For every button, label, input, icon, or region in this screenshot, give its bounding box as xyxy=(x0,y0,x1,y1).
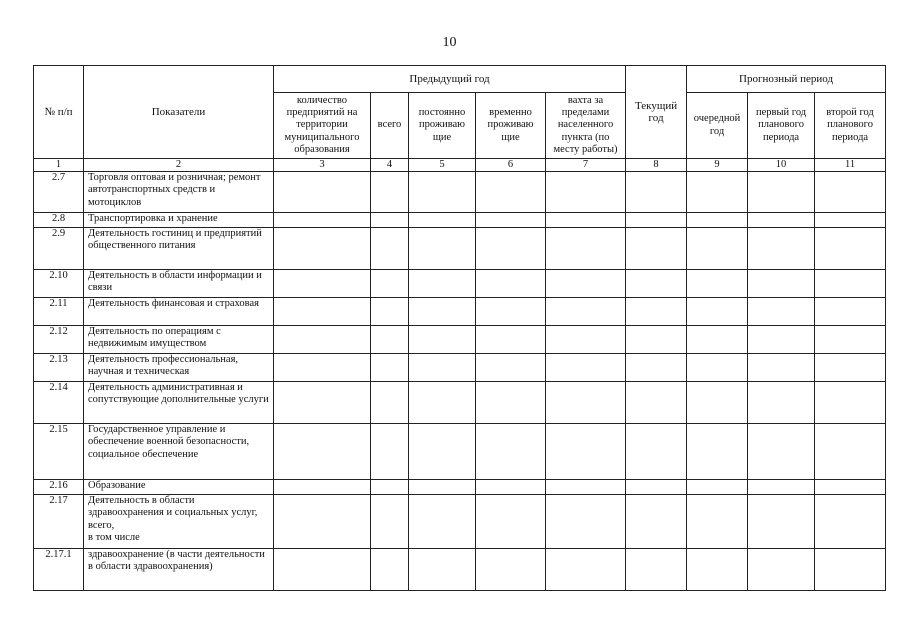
data-cell[interactable] xyxy=(687,549,748,591)
data-cell[interactable] xyxy=(815,480,886,495)
row-number: 2.11 xyxy=(34,298,84,326)
row-number: 2.17.1 xyxy=(34,549,84,591)
row-number: 2.17 xyxy=(34,495,84,549)
data-cell[interactable] xyxy=(371,382,409,424)
column-number: 1 xyxy=(34,159,84,172)
row-number: 2.15 xyxy=(34,424,84,480)
header-plan-year-1: первый год планового периода xyxy=(748,93,815,159)
data-cell[interactable] xyxy=(409,172,476,213)
column-number: 10 xyxy=(748,159,815,172)
data-cell[interactable] xyxy=(687,326,748,354)
data-cell[interactable] xyxy=(687,298,748,326)
header-plan-year-2: второй год планового периода xyxy=(815,93,886,159)
data-cell[interactable] xyxy=(274,213,371,228)
data-cell[interactable] xyxy=(748,326,815,354)
data-cell[interactable] xyxy=(409,298,476,326)
column-number: 11 xyxy=(815,159,886,172)
data-cell[interactable] xyxy=(274,480,371,495)
table-row xyxy=(34,213,886,228)
table-row xyxy=(34,549,886,591)
table-row xyxy=(34,270,886,298)
data-cell[interactable] xyxy=(687,270,748,298)
table-row xyxy=(34,172,886,213)
data-cell[interactable] xyxy=(546,172,626,213)
data-cell[interactable] xyxy=(815,213,886,228)
header-enterprises-count: количество предприятий на территории муниципального образования xyxy=(274,93,371,159)
data-cell[interactable] xyxy=(371,213,409,228)
row-label: Торговля оптовая и розничная; ремонт автотранспортных средств и мотоциклов xyxy=(84,172,274,213)
column-number: 6 xyxy=(476,159,546,172)
data-cell[interactable] xyxy=(748,382,815,424)
data-cell[interactable] xyxy=(748,298,815,326)
table-row xyxy=(34,298,886,326)
data-cell[interactable] xyxy=(815,495,886,549)
data-cell[interactable] xyxy=(409,354,476,382)
data-cell[interactable] xyxy=(546,298,626,326)
row-label: Деятельность финансовая и страховая xyxy=(84,298,274,326)
data-cell[interactable] xyxy=(626,495,687,549)
table-row xyxy=(34,424,886,480)
data-cell[interactable] xyxy=(274,495,371,549)
header-num: № п/п xyxy=(34,66,84,159)
data-cell[interactable] xyxy=(626,270,687,298)
data-cell[interactable] xyxy=(815,382,886,424)
data-cell[interactable] xyxy=(815,424,886,480)
data-cell[interactable] xyxy=(626,424,687,480)
row-label: Деятельность в области информации и связи xyxy=(84,270,274,298)
data-cell[interactable] xyxy=(274,326,371,354)
data-cell[interactable] xyxy=(815,298,886,326)
data-cell[interactable] xyxy=(476,495,546,549)
row-label: Государственное управление и обеспечение военной безопасности, социальное обеспечение xyxy=(84,424,274,480)
data-cell[interactable] xyxy=(687,424,748,480)
data-cell[interactable] xyxy=(274,382,371,424)
indicators-table xyxy=(33,65,886,591)
header-next-year: очередной год xyxy=(687,93,748,159)
data-cell[interactable] xyxy=(748,213,815,228)
data-cell[interactable] xyxy=(274,424,371,480)
table-row xyxy=(34,382,886,424)
data-cell[interactable] xyxy=(626,549,687,591)
data-cell[interactable] xyxy=(409,424,476,480)
data-cell[interactable] xyxy=(546,354,626,382)
column-numbers-row xyxy=(34,159,886,172)
data-cell[interactable] xyxy=(546,495,626,549)
column-number: 4 xyxy=(371,159,409,172)
data-cell[interactable] xyxy=(409,213,476,228)
data-cell[interactable] xyxy=(546,480,626,495)
row-label: Образование xyxy=(84,480,274,495)
header-permanent: постоянно проживаю щие xyxy=(409,93,476,159)
data-cell[interactable] xyxy=(748,354,815,382)
data-cell[interactable] xyxy=(476,354,546,382)
row-number: 2.9 xyxy=(34,228,84,270)
data-cell[interactable] xyxy=(371,270,409,298)
row-number: 2.12 xyxy=(34,326,84,354)
data-cell[interactable] xyxy=(476,270,546,298)
data-cell[interactable] xyxy=(626,172,687,213)
data-cell[interactable] xyxy=(626,298,687,326)
data-cell[interactable] xyxy=(815,228,886,270)
column-number: 9 xyxy=(687,159,748,172)
column-number: 8 xyxy=(626,159,687,172)
data-cell[interactable] xyxy=(274,549,371,591)
data-cell[interactable] xyxy=(815,172,886,213)
data-cell[interactable] xyxy=(409,549,476,591)
data-cell[interactable] xyxy=(748,549,815,591)
data-cell[interactable] xyxy=(626,354,687,382)
data-cell[interactable] xyxy=(748,480,815,495)
table-body xyxy=(34,172,886,591)
table-row xyxy=(34,354,886,382)
row-number: 2.16 xyxy=(34,480,84,495)
data-cell[interactable] xyxy=(815,270,886,298)
column-number: 5 xyxy=(409,159,476,172)
data-cell[interactable] xyxy=(274,270,371,298)
data-cell[interactable] xyxy=(476,382,546,424)
data-cell[interactable] xyxy=(476,213,546,228)
data-cell[interactable] xyxy=(371,354,409,382)
data-cell[interactable] xyxy=(546,382,626,424)
table-row xyxy=(34,228,886,270)
row-number: 2.7 xyxy=(34,172,84,213)
data-cell[interactable] xyxy=(546,326,626,354)
data-cell[interactable] xyxy=(626,480,687,495)
column-number: 2 xyxy=(84,159,274,172)
data-cell[interactable] xyxy=(476,549,546,591)
data-cell[interactable] xyxy=(626,382,687,424)
table-row xyxy=(34,495,886,549)
page-number: 10 xyxy=(442,35,457,50)
data-cell[interactable] xyxy=(274,172,371,213)
data-cell[interactable] xyxy=(687,495,748,549)
data-cell[interactable] xyxy=(815,354,886,382)
data-cell[interactable] xyxy=(476,480,546,495)
data-cell[interactable] xyxy=(546,228,626,270)
row-number: 2.14 xyxy=(34,382,84,424)
data-cell[interactable] xyxy=(815,326,886,354)
row-label: Деятельность административная и сопутствующие дополнительные услуги xyxy=(84,382,274,424)
data-cell[interactable] xyxy=(687,480,748,495)
table-row xyxy=(34,480,886,495)
data-cell[interactable] xyxy=(626,228,687,270)
data-cell[interactable] xyxy=(748,172,815,213)
header-shift-work: вахта за пределами населенного пункта (по месту работы) xyxy=(546,93,626,159)
data-cell[interactable] xyxy=(748,270,815,298)
data-cell[interactable] xyxy=(409,228,476,270)
data-cell[interactable] xyxy=(815,549,886,591)
data-cell[interactable] xyxy=(371,298,409,326)
data-cell[interactable] xyxy=(748,495,815,549)
data-cell[interactable] xyxy=(371,549,409,591)
data-cell[interactable] xyxy=(748,424,815,480)
data-cell[interactable] xyxy=(687,172,748,213)
row-number: 2.10 xyxy=(34,270,84,298)
data-cell[interactable] xyxy=(409,495,476,549)
data-cell[interactable] xyxy=(546,549,626,591)
data-cell[interactable] xyxy=(371,424,409,480)
table-row xyxy=(34,326,886,354)
data-cell[interactable] xyxy=(371,495,409,549)
data-cell[interactable] xyxy=(476,326,546,354)
data-cell[interactable] xyxy=(274,354,371,382)
header-temporary: временно проживаю щие xyxy=(476,93,546,159)
data-cell[interactable] xyxy=(476,228,546,270)
data-cell[interactable] xyxy=(409,382,476,424)
header-total: всего xyxy=(371,93,409,159)
data-cell[interactable] xyxy=(371,172,409,213)
data-cell[interactable] xyxy=(546,424,626,480)
row-label: здравоохранение (в части деятельности в области здравоохранения) xyxy=(84,549,274,591)
header-prev-year: Предыдущий год xyxy=(274,66,626,93)
row-label: Деятельность в области здравоохранения и социальных услуг, всего, в том числе xyxy=(84,495,274,549)
column-number: 7 xyxy=(546,159,626,172)
data-cell[interactable] xyxy=(748,228,815,270)
data-cell[interactable] xyxy=(626,326,687,354)
header-forecast: Прогнозный период xyxy=(687,66,886,93)
header-current-year: Текущий год xyxy=(626,66,687,159)
data-cell[interactable] xyxy=(371,480,409,495)
row-label: Транспортировка и хранение xyxy=(84,213,274,228)
data-cell[interactable] xyxy=(409,270,476,298)
data-cell[interactable] xyxy=(409,480,476,495)
row-label: Деятельность гостиниц и предприятий общественного питания xyxy=(84,228,274,270)
data-cell[interactable] xyxy=(546,270,626,298)
data-cell[interactable] xyxy=(546,213,626,228)
data-cell[interactable] xyxy=(626,213,687,228)
data-cell[interactable] xyxy=(687,382,748,424)
data-cell[interactable] xyxy=(687,213,748,228)
data-cell[interactable] xyxy=(687,228,748,270)
data-cell[interactable] xyxy=(274,228,371,270)
header-indicator: Показатели xyxy=(84,66,274,159)
column-number: 3 xyxy=(274,159,371,172)
data-cell[interactable] xyxy=(687,354,748,382)
data-cell[interactable] xyxy=(371,326,409,354)
data-cell[interactable] xyxy=(274,298,371,326)
row-number: 2.8 xyxy=(34,213,84,228)
data-cell[interactable] xyxy=(409,326,476,354)
row-label: Деятельность по операциям с недвижимым имуществом xyxy=(84,326,274,354)
row-label: Деятельность профессиональная, научная и техническая xyxy=(84,354,274,382)
data-cell[interactable] xyxy=(476,298,546,326)
row-number: 2.13 xyxy=(34,354,84,382)
data-cell[interactable] xyxy=(476,172,546,213)
data-cell[interactable] xyxy=(476,424,546,480)
data-cell[interactable] xyxy=(371,228,409,270)
